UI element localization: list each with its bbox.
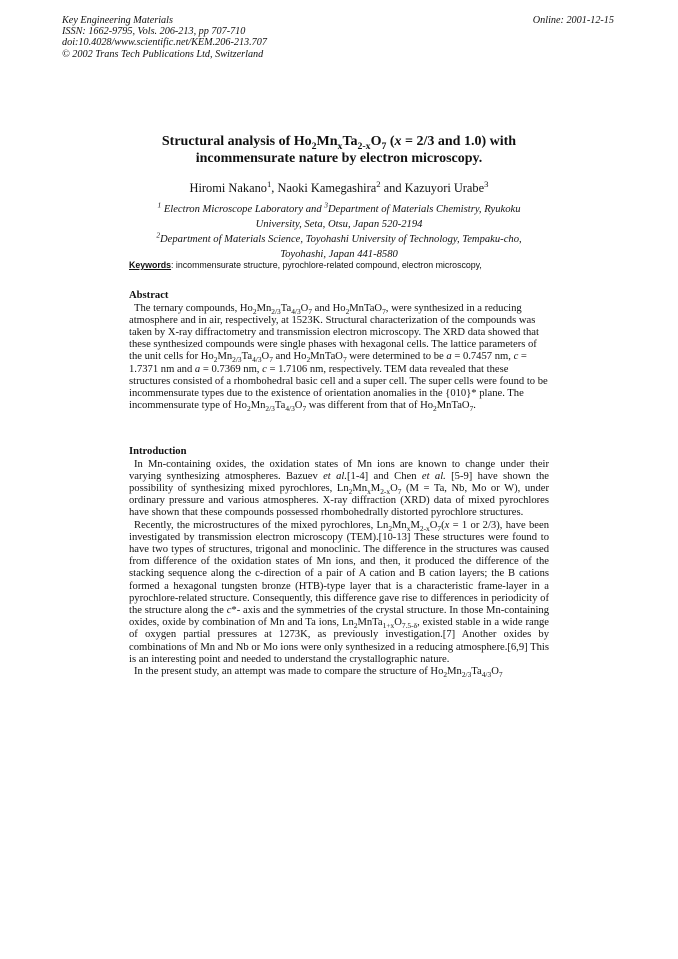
- intro-paragraph-3: In the present study, an attempt was made to compare the structure of $Ho_2Mn_{2/3}Ta_{4/3}O_7$: [134, 665, 503, 680]
- keywords: [129, 260, 589, 271]
- intro-paragraph-1: In Mn-containing oxides, the oxidation states of Mn ions are known to change under their varying synthesizing atmospheres. Bazuev et al.[1-4] and Chen et al. [5-9] have shown the possibility of synthesizing mixed pyrochlores, $Ln_2Mn_xM_{2-x}O_7$ (M = Ta, Nb, Mo or W), under ordinary pressure and various atmospheres. X-ray diffraction (XRD) data of mixed pyrochlores have shown that these compounds possessed rhombohedrally distorted pyrochlore structures.: [129, 458, 549, 519]
- author-list: Hiromi Nakano$^1$, Naoki Kamegashira$^2$ and Kazuyori Urabe$^3$: [189, 178, 489, 195]
- affiliation-1: $^1$ Electron Microscope Laboratory and $^3$Department of Materials Chemistry, Ryukoku University, Seta, Otsu, Japan 520-2194: [157, 200, 521, 230]
- introduction-section: [129, 446, 549, 678]
- keywords-text: : incommensurate structure, pyrochlore-related compound, electron microscopy,: [171, 260, 482, 270]
- abstract-section: [129, 290, 549, 412]
- abstract-body: The ternary compounds, $Ho_2Mn_{2/3}Ta_{4/3}O_7$ and $Ho_2MnTaO_7$, were synthesized in a reducing atmosphere and in air, respectively, at 1523K. Structural characterization of the compounds was taken by X-ray diffractometry and transmission electron microscopy. The XRD data showed that these synthesized compounds were single phases with hexagonal cells. The lattice parameters of the unit cells for $Ho_2Mn_{2/3}Ta_{4/3}O_7$ and $Ho_2MnTaO_7$ were determined to be a = 0.7457 nm, c = 1.7371 nm and a = 0.7369 nm, c = 1.7106 nm, respectively. TEM data revealed that these structures consisted of a rhombohedral basic cell and a super cell. The super cells were found to be incommensurate types due to the existence of orientation anomalies in the {010}* plane. The incommensurate type of $Ho_2Mn_{2/3}Ta_{4/3}O_7$ was different from that of $Ho_2MnTaO_7$.: [129, 302, 548, 414]
- title-line-1: Structural analysis of $Ho_2Mn_xTa_{2-x}O_7$ (x = 2/3 and 1.0) with: [161, 134, 517, 152]
- journal-header: [62, 15, 267, 60]
- doi-line: doi:10.4028/www.scientific.net/KEM.206-213.707: [62, 37, 267, 49]
- paper-title: [120, 133, 558, 167]
- copyright-line: © 2002 Trans Tech Publications Ltd, Switzerland: [62, 48, 264, 60]
- abstract-heading: Abstract: [129, 290, 169, 301]
- title-line-2: incommensurate nature by electron microscopy.: [195, 151, 483, 166]
- intro-paragraph-2: Recently, the microstructures of the mixed pyrochlores, $Ln_2Mn_xM_{2-x}O_7(x = 1$ or 2/3), have been investigated by transmission electron microscopy (TEM).[10-13] These structures were found to have two types of structures, trigonal and monoclinic. The difference in the structures was caused from difference of the oxidation states of Mn ions, and then, it produced the difference of the stacking sequence along the c-direction of a pair of A cation and B cation layers; the B cations formed a hexagonal tungsten bronze (HTB)-type layer that is a characteristic frame-layer in a pyrochlore-related structure. Consequently, this difference gave rise to differences in periodicity of the structure along the c*- axis and the symmetries of the crystal structure. In those Mn-containing oxides, oxide by combination of Mn and Ta ions, $Ln_2MnTa_{1+x}O_{7.5-\delta}$, existed stable in a wide range of oxygen partial pressures at 1273K, as previously investigation.[7] Another oxides by combinations of Mn and Nb or Mo ions were only synthesized in a reducing atmosphere.[6,9] This is an interesting point and needed to understand the crystallographic nature.: [129, 519, 550, 665]
- keywords-label: Keywords: [129, 260, 172, 270]
- journal-name: Key Engineering Materials: [62, 15, 173, 26]
- affiliation-2: $^2$Department of Materials Science, Toyohashi University of Technology, Tempaku-cho, Toyohashi, Japan 441-8580: [156, 230, 522, 260]
- introduction-heading: Introduction: [129, 446, 187, 457]
- issn-line: ISSN: 1662-9795, Vols. 206-213, pp 707-710: [62, 26, 246, 38]
- online-date: Online: 2001-12-15: [532, 15, 614, 26]
